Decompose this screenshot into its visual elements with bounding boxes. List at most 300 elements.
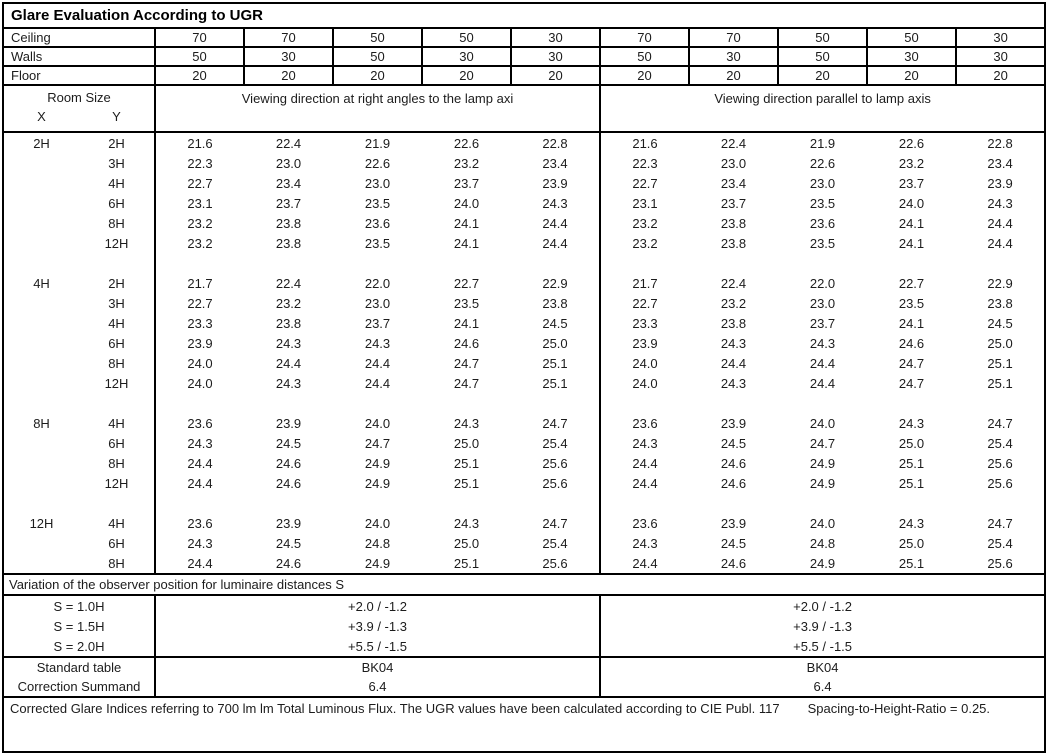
- ugr-row: [3, 273, 1045, 293]
- variation-title: Variation of the observer position for luminaire distances S: [3, 574, 1045, 595]
- room-y-label: 6H: [79, 433, 155, 453]
- ugr-row: [3, 313, 1045, 333]
- spacer-cell: [155, 393, 244, 413]
- ugr-value: 21.6: [187, 135, 213, 151]
- room-size-header: [3, 85, 155, 132]
- spacer-cell: [422, 393, 511, 413]
- ugr-value: 23.8: [275, 235, 302, 251]
- summary-rows: [3, 657, 1045, 697]
- ugr-value: 24.6: [275, 555, 302, 571]
- ugr-value: 23.6: [632, 515, 658, 531]
- room-y-label: 8H: [79, 353, 155, 373]
- ugr-value: 23.4: [720, 175, 747, 191]
- room-y-label: 12H: [79, 233, 155, 253]
- room-x-label: 4H: [33, 275, 50, 291]
- ugr-value: 23.8: [987, 295, 1013, 311]
- ugr-value: 24.9: [809, 475, 836, 491]
- surface-reflectance-rows: [3, 28, 1045, 85]
- ugr-row: [3, 193, 1045, 213]
- ugr-row: [3, 153, 1045, 173]
- ugr-value: 22.6: [809, 155, 836, 171]
- ugr-value: 23.2: [275, 295, 302, 311]
- footer-row: [3, 697, 1045, 752]
- room-x-label: [3, 473, 79, 493]
- ugr-value: 22.7: [187, 295, 213, 311]
- ugr-value: 23.9: [187, 335, 213, 351]
- summary-row: [3, 657, 1045, 677]
- room-y-label: 3H: [79, 293, 155, 313]
- ugr-value: 23.6: [632, 415, 658, 431]
- ugr-value: 25.0: [453, 535, 480, 551]
- spacer-cell: [867, 253, 956, 273]
- ugr-value: 23.9: [511, 173, 600, 193]
- room-y-label: 8H: [79, 453, 155, 473]
- surface-value: 20: [333, 66, 422, 85]
- room-y-label: 4H: [79, 313, 155, 333]
- ugr-value: 24.5: [720, 435, 747, 451]
- ugr-row: [3, 473, 1045, 493]
- ugr-value: 22.0: [809, 275, 836, 291]
- ugr-value: 25.6: [511, 473, 600, 493]
- room-x-label: [3, 453, 79, 473]
- ugr-value: 23.0: [275, 155, 302, 171]
- ugr-value: 25.1: [898, 475, 925, 491]
- ugr-value: 23.5: [364, 235, 391, 251]
- ugr-value: 23.0: [364, 175, 391, 191]
- ugr-value: 23.0: [364, 295, 391, 311]
- ugr-value: 23.2: [632, 235, 658, 251]
- ugr-value: 23.3: [187, 315, 213, 331]
- ugr-value: 23.4: [511, 153, 600, 173]
- ugr-value: 24.4: [987, 235, 1013, 251]
- variation-row: [3, 595, 1045, 616]
- ugr-value: 25.1: [453, 475, 480, 491]
- ugr-value: 25.1: [898, 455, 925, 471]
- room-x-label: 8H: [33, 415, 50, 431]
- spacer-cell: [600, 493, 689, 513]
- ugr-value: 23.2: [720, 295, 747, 311]
- surface-value: 20: [867, 66, 956, 85]
- ugr-value: 24.7: [898, 375, 925, 391]
- ugr-value: 24.0: [898, 195, 925, 211]
- spacer-cell: [956, 393, 1045, 413]
- surface-label: Ceiling: [3, 28, 155, 47]
- ugr-value: 24.3: [187, 535, 213, 551]
- ugr-value: 24.7: [453, 375, 480, 391]
- ugr-value: 24.6: [275, 475, 302, 491]
- ugr-row: [3, 173, 1045, 193]
- surface-value: 20: [155, 66, 244, 85]
- spacer-cell: [689, 393, 778, 413]
- room-y-label: 12H: [79, 373, 155, 393]
- ugr-row: [3, 373, 1045, 393]
- room-y-label: 3H: [79, 153, 155, 173]
- ugr-row: [3, 233, 1045, 253]
- ugr-value: 22.4: [275, 135, 302, 151]
- ugr-value: 24.0: [632, 355, 658, 371]
- ugr-value: 23.9: [720, 515, 747, 531]
- surface-row: [3, 66, 1045, 85]
- ugr-value: 24.5: [275, 535, 302, 551]
- surface-value: 70: [155, 28, 244, 47]
- summary-label: Correction Summand: [3, 677, 155, 697]
- ugr-value: 23.7: [720, 195, 747, 211]
- ugr-row: [3, 433, 1045, 453]
- ugr-value: 23.6: [187, 415, 213, 431]
- room-x-label: [3, 433, 79, 453]
- spacer-cell: [867, 493, 956, 513]
- ugr-value: 24.4: [987, 215, 1013, 231]
- ugr-value: 22.6: [453, 135, 480, 151]
- ugr-value: 24.4: [809, 375, 836, 391]
- ugr-value: 24.9: [364, 455, 391, 471]
- spacer-cell: [956, 253, 1045, 273]
- spacer-cell: [333, 253, 422, 273]
- spacer-cell: [3, 393, 79, 413]
- room-y-label: 6H: [79, 533, 155, 553]
- ugr-value: 24.0: [453, 195, 480, 211]
- surface-value: 30: [867, 47, 956, 66]
- ugr-value: 23.5: [898, 295, 925, 311]
- summary-label: Standard table: [3, 657, 155, 677]
- ugr-value: 22.3: [187, 155, 213, 171]
- room-y-label: 2H: [79, 273, 155, 293]
- spacer-cell: [511, 393, 600, 413]
- ugr-value: 23.9: [720, 415, 747, 431]
- right-section-header: Viewing direction parallel to lamp axis: [600, 85, 1045, 132]
- room-x-label: [3, 553, 79, 574]
- ugr-value: 24.1: [453, 215, 480, 231]
- ugr-value: 24.7: [511, 413, 600, 433]
- surface-value: 20: [600, 66, 689, 85]
- ugr-value: 23.0: [809, 295, 836, 311]
- spacer-cell: [600, 253, 689, 273]
- ugr-value: 24.3: [632, 535, 658, 551]
- spacer-cell: [778, 253, 867, 273]
- room-y-label: 4H: [79, 513, 155, 533]
- surface-value: 30: [956, 28, 1045, 47]
- ugr-value: 24.5: [720, 535, 747, 551]
- ugr-value: 24.6: [720, 475, 747, 491]
- ugr-value: 21.7: [632, 275, 658, 291]
- spacer-cell: [244, 393, 333, 413]
- ugr-table: [2, 2, 1046, 753]
- room-x-label: [3, 333, 79, 353]
- spacer-cell: [422, 493, 511, 513]
- s-distance-label: S = 1.0H: [3, 595, 155, 616]
- ugr-value: 21.6: [632, 135, 658, 151]
- surface-label: Floor: [3, 66, 155, 85]
- ugr-value: 23.8: [511, 293, 600, 313]
- ugr-value: 22.4: [275, 275, 302, 291]
- summary-value-right: 6.4: [813, 679, 832, 694]
- x-axis-label: X: [37, 109, 46, 124]
- ugr-value: 24.8: [809, 535, 836, 551]
- ugr-value: 23.8: [720, 215, 747, 231]
- ugr-value: 23.7: [275, 195, 302, 211]
- ugr-value: 24.9: [809, 455, 836, 471]
- ugr-value: 23.7: [453, 175, 480, 191]
- ugr-value: 24.4: [632, 555, 658, 571]
- ugr-value: 25.0: [898, 535, 925, 551]
- room-x-label: [3, 353, 79, 373]
- ugr-value: 25.6: [511, 453, 600, 473]
- ugr-value: 24.0: [809, 415, 836, 431]
- ugr-value: 24.6: [275, 455, 302, 471]
- spacer-cell: [778, 493, 867, 513]
- surface-row: [3, 28, 1045, 47]
- ugr-value: 23.9: [275, 415, 302, 431]
- ugr-value: 24.1: [453, 315, 480, 331]
- variation-row: [3, 616, 1045, 636]
- surface-value: 20: [956, 66, 1045, 85]
- ugr-value: 24.4: [364, 355, 391, 371]
- ugr-value: 21.7: [187, 275, 213, 291]
- ugr-value: 22.4: [720, 135, 747, 151]
- room-x-label: [3, 533, 79, 553]
- ugr-value: 22.7: [898, 275, 925, 291]
- room-x-label: [3, 153, 79, 173]
- ugr-row: [3, 213, 1045, 233]
- ugr-value: 24.4: [511, 233, 600, 253]
- spacer-cell: [155, 493, 244, 513]
- ugr-row: [3, 553, 1045, 574]
- variation-value-right: +2.0 / -1.2: [793, 598, 853, 614]
- ugr-value: 23.7: [898, 175, 925, 191]
- title-row: [3, 3, 1045, 28]
- room-x-label: 2H: [33, 135, 50, 151]
- ugr-value: 24.3: [987, 195, 1013, 211]
- surface-value: 50: [333, 28, 422, 47]
- ugr-value: 22.9: [511, 273, 600, 293]
- room-y-label: 8H: [79, 213, 155, 233]
- surface-value: 30: [511, 28, 600, 47]
- ugr-value: 22.9: [987, 275, 1013, 291]
- ugr-row: [3, 132, 1045, 153]
- ugr-value: 24.1: [898, 215, 925, 231]
- ugr-value: 23.8: [720, 315, 747, 331]
- ugr-value: 24.1: [898, 235, 925, 251]
- ugr-value: 24.7: [809, 435, 836, 451]
- variation-value-right: +3.9 / -1.3: [793, 618, 853, 634]
- ugr-value: 24.1: [898, 315, 925, 331]
- ugr-data-rows: [3, 132, 1045, 574]
- ugr-value: 23.6: [187, 515, 213, 531]
- surface-value: 70: [600, 28, 689, 47]
- room-x-label: [3, 293, 79, 313]
- room-x-label: [3, 313, 79, 333]
- ugr-value: 24.6: [720, 555, 747, 571]
- summary-value-left: BK04: [155, 657, 600, 677]
- ugr-value: 22.7: [632, 175, 658, 191]
- spacer-cell: [600, 393, 689, 413]
- ugr-value: 24.4: [187, 455, 213, 471]
- ugr-value: 25.6: [987, 475, 1013, 491]
- variation-value-left: +2.0 / -1.2: [155, 595, 600, 616]
- spacer-cell: [511, 493, 600, 513]
- ugr-value: 24.6: [720, 455, 747, 471]
- variation-row: [3, 636, 1045, 657]
- ugr-value: 24.5: [511, 313, 600, 333]
- ugr-value: 24.4: [632, 455, 658, 471]
- spacer-cell: [511, 253, 600, 273]
- ugr-value: 25.4: [511, 533, 600, 553]
- ugr-value: 22.3: [632, 155, 658, 171]
- surface-value: 50: [600, 47, 689, 66]
- ugr-value: 23.4: [275, 175, 302, 191]
- spacer-cell: [244, 493, 333, 513]
- ugr-row: [3, 293, 1045, 313]
- ugr-value: 24.0: [364, 515, 391, 531]
- ugr-value: 22.0: [364, 275, 391, 291]
- ugr-value: 24.0: [632, 375, 658, 391]
- room-y-label: 6H: [79, 333, 155, 353]
- summary-value-right: BK04: [600, 657, 1045, 677]
- ugr-value: 23.2: [187, 215, 213, 231]
- ugr-value: 23.5: [453, 295, 480, 311]
- spacer-cell: [689, 253, 778, 273]
- room-x-label: 12H: [29, 515, 54, 531]
- surface-value: 20: [689, 66, 778, 85]
- ugr-value: 25.6: [987, 455, 1013, 471]
- summary-value-left: 6.4: [155, 677, 600, 697]
- surface-value: 20: [511, 66, 600, 85]
- ugr-value: 24.6: [453, 335, 480, 351]
- ugr-value: 23.7: [809, 315, 836, 331]
- surface-value: 30: [422, 47, 511, 66]
- ugr-value: 22.6: [898, 135, 925, 151]
- ugr-value: 23.2: [898, 155, 925, 171]
- ugr-value: 24.7: [987, 515, 1013, 531]
- ugr-value: 24.0: [187, 375, 213, 391]
- ugr-value: 21.9: [364, 135, 391, 151]
- ugr-value: 24.7: [511, 513, 600, 533]
- ugr-value: 23.5: [809, 235, 836, 251]
- ugr-value: 24.4: [720, 355, 747, 371]
- ugr-value: 25.1: [453, 455, 480, 471]
- footer-cell: [3, 697, 1045, 752]
- ugr-value: 23.2: [187, 235, 213, 251]
- spacer-cell: [244, 253, 333, 273]
- ugr-value: 25.1: [987, 355, 1013, 371]
- variation-value-left: +3.9 / -1.3: [155, 616, 600, 636]
- ugr-value: 24.3: [632, 435, 658, 451]
- ugr-value: 24.3: [453, 415, 480, 431]
- spacer-cell: [689, 493, 778, 513]
- footer-note: Corrected Glare Indices referring to 700 lm lm Total Luminous Flux. The UGR values have been calculated according to CIE Publ. 117: [10, 701, 780, 716]
- ugr-value: 23.6: [364, 215, 391, 231]
- spacer-cell: [778, 393, 867, 413]
- ugr-value: 22.8: [987, 135, 1013, 151]
- variation-banner-row: [3, 574, 1045, 595]
- ugr-value: 24.6: [898, 335, 925, 351]
- surface-label: Walls: [3, 47, 155, 66]
- ugr-value: 23.5: [364, 195, 391, 211]
- ugr-value: 22.6: [364, 155, 391, 171]
- surface-value: 50: [155, 47, 244, 66]
- ugr-value: 24.0: [809, 515, 836, 531]
- ugr-value: 24.1: [453, 235, 480, 251]
- surface-value: 50: [778, 47, 867, 66]
- ugr-value: 24.4: [275, 355, 302, 371]
- surface-value: 50: [422, 28, 511, 47]
- surface-value: 30: [956, 47, 1045, 66]
- surface-value: 20: [244, 66, 333, 85]
- ugr-value: 23.1: [187, 195, 213, 211]
- spacer-cell: [3, 253, 79, 273]
- ugr-value: 24.3: [898, 415, 925, 431]
- surface-value: 30: [244, 47, 333, 66]
- ugr-value: 24.7: [364, 435, 391, 451]
- ugr-value: 25.4: [987, 535, 1013, 551]
- ugr-value: 23.8: [720, 235, 747, 251]
- ugr-value: 24.3: [720, 335, 747, 351]
- ugr-value: 24.3: [720, 375, 747, 391]
- ugr-value: 24.9: [364, 475, 391, 491]
- ugr-value: 23.1: [632, 195, 658, 211]
- ugr-value: 25.6: [987, 555, 1013, 571]
- ugr-value: 24.7: [453, 355, 480, 371]
- ugr-value: 25.1: [453, 555, 480, 571]
- surface-value: 50: [333, 47, 422, 66]
- room-x-label: [3, 373, 79, 393]
- summary-row: [3, 677, 1045, 697]
- room-y-label: 2H: [79, 132, 155, 153]
- spacer-cell: [79, 493, 155, 513]
- ugr-value: 23.7: [364, 315, 391, 331]
- surface-value: 50: [867, 28, 956, 47]
- spacer-cell: [155, 253, 244, 273]
- room-x-label: [3, 173, 79, 193]
- ugr-value: 24.5: [987, 315, 1013, 331]
- room-x-label: [3, 213, 79, 233]
- s-distance-label: S = 1.5H: [3, 616, 155, 636]
- ugr-row: [3, 413, 1045, 433]
- ugr-value: 25.1: [987, 375, 1013, 391]
- ugr-value: 24.4: [364, 375, 391, 391]
- ugr-value: 25.4: [987, 435, 1013, 451]
- ugr-value: 25.0: [511, 333, 600, 353]
- ugr-value: 24.8: [364, 535, 391, 551]
- ugr-value: 25.0: [453, 435, 480, 451]
- surface-value: 70: [244, 28, 333, 47]
- ugr-value: 22.4: [720, 275, 747, 291]
- room-y-label: 6H: [79, 193, 155, 213]
- ugr-value: 24.9: [809, 555, 836, 571]
- ugr-value: 23.6: [809, 215, 836, 231]
- ugr-value: 24.3: [898, 515, 925, 531]
- ugr-value: 24.0: [187, 355, 213, 371]
- ugr-value: 23.8: [275, 315, 302, 331]
- footer-ratio: Spacing-to-Height-Ratio = 0.25.: [807, 701, 991, 716]
- ugr-value: 24.3: [364, 335, 391, 351]
- ugr-value: 24.7: [898, 355, 925, 371]
- ugr-row: [3, 333, 1045, 353]
- ugr-value: 24.4: [809, 355, 836, 371]
- room-y-label: 12H: [79, 473, 155, 493]
- surface-value: 30: [689, 47, 778, 66]
- surface-row: [3, 47, 1045, 66]
- ugr-value: 23.0: [809, 175, 836, 191]
- ugr-value: 24.4: [511, 213, 600, 233]
- spacer-cell: [3, 493, 79, 513]
- ugr-value: 23.2: [632, 215, 658, 231]
- spacer-cell: [422, 253, 511, 273]
- room-y-label: 4H: [79, 173, 155, 193]
- ugr-value: 24.9: [364, 555, 391, 571]
- ugr-value: 22.8: [511, 132, 600, 153]
- page-title: Glare Evaluation According to UGR: [3, 3, 1045, 28]
